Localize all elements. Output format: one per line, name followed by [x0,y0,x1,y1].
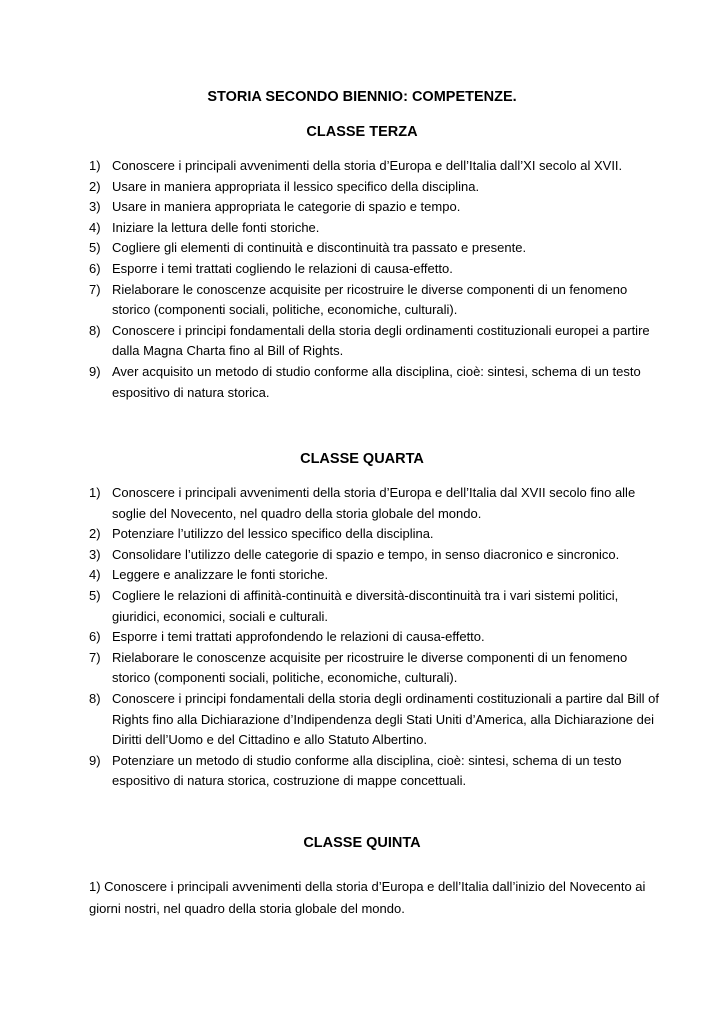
list-item: 1) Conoscere i principali avvenimenti della storia d’Europa e dell’Italia dal XVII secolo fino alle soglie del Novecento, nel quadro della storia globale del mondo. [89,485,636,521]
list-item: 1) Conoscere i principali avvenimenti della storia d’Europa e dell’Italia dall’XI secolo al XVII. [89,158,623,173]
list-item: 6) Esporre i temi trattati approfondendo le relazioni di causa-effetto. [89,629,485,645]
list-item: 3) Consolidare l’utilizzo delle categorie di spazio e tempo, in senso diacronico e sincronico. [89,546,620,562]
document-title: STORIA SECONDO BIENNIO: COMPETENZE. [207,89,517,105]
list-item: 5) Cogliere le relazioni di affinità-continuità e diversità-discontinuità tra i vari sistemi politici, giuridici, economici, sociali e culturali. [89,587,619,624]
list-item: 3) Usare in maniera appropriata le categorie di spazio e tempo. [89,199,461,215]
list-item: 6) Esporre i temi trattati cogliendo le relazioni di causa-effetto. [89,260,453,276]
list-item: 8) Conoscere i principi fondamentali della storia degli ordinamenti costituzionali a partire dal Bill of Rights fino alla Dichiarazione d’Indipendenza degli Stati Uniti d’America, alla Dichiarazione dei Diritti dell’Uomo e del Cittadino e allo Statuto Albertino. [89,690,660,748]
list-item: 4) Iniziare la lettura delle fonti storiche. [89,219,320,235]
list-item: 7) Rielaborare le conoscenze acquisite per ricostruire le diverse componenti di un fenomeno storico (componenti sociali, politiche, economiche, culturali). [89,649,628,686]
list-classe-terza [89,156,664,403]
list-item: 9) Potenziare un metodo di studio conforme alla disciplina, cioè: sintesi, schema di un testo espositivo di natura storica, costruzione di mappe concettuali. [89,752,622,789]
heading-classe-terza: CLASSE TERZA [306,124,418,140]
list-item: 7) Rielaborare le conoscenze acquisite per ricostruire le diverse componenti di un fenomeno storico (componenti sociali, politiche, economiche, culturali). [89,281,628,318]
classe-quinta-paragraph: 1) Conoscere i principali avvenimenti della storia d’Europa e dell’Italia dall’inizio del Novecento ai giorni nostri, nel quadro della storia globale del mondo. [89,879,646,916]
list-item: 5) Cogliere gli elementi di continuità e discontinuità tra passato e presente. [89,240,527,256]
list-item: 2) Usare in maniera appropriata il lessico specifico della disciplina. [89,178,480,194]
list-item: 2) Potenziare l’utilizzo del lessico specifico della disciplina. [89,526,434,542]
list-item: 4) Leggere e analizzare le fonti storiche. [89,567,329,583]
list-item: 9) Aver acquisito un metodo di studio conforme alla disciplina, cioè: sintesi, schema di un testo espositivo di natura storica. [89,363,641,400]
heading-classe-quinta: CLASSE QUINTA [303,835,421,851]
heading-classe-quarta: CLASSE QUARTA [300,451,424,467]
list-classe-quarta [89,483,664,792]
list-item: 8) Conoscere i principi fondamentali della storia degli ordinamenti costituzionali europei a partire dalla Magna Charta fino al Bill of Rights. [89,322,650,359]
